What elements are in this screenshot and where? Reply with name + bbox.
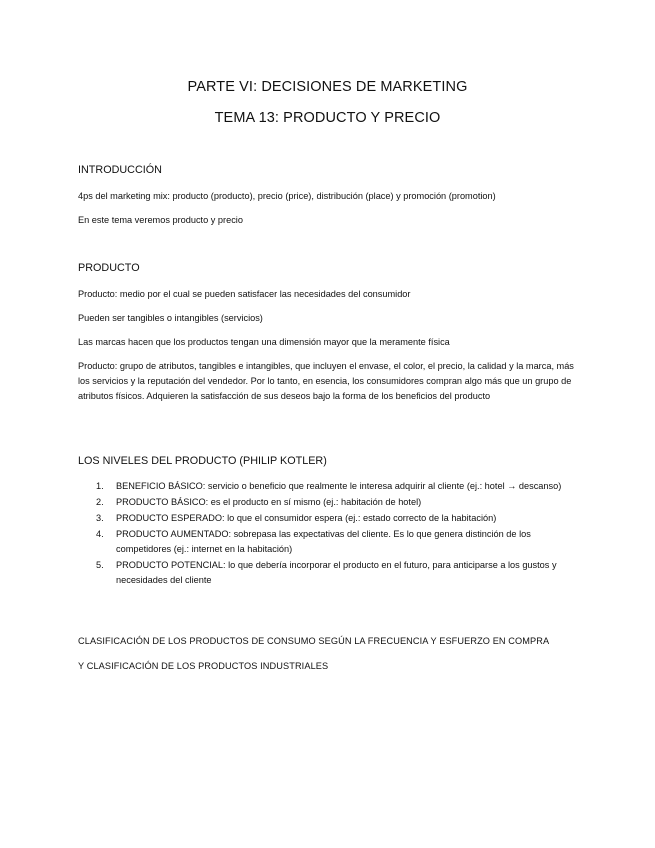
list-number: 1. [96, 481, 104, 491]
list-number: 5. [96, 560, 104, 570]
list-text: BENEFICIO BÁSICO: servicio o beneficio que realmente le interesa adquirir al cliente (ej.: hotel → descanso) [116, 481, 562, 491]
list-item [96, 527, 586, 557]
list-text: PRODUCTO ESPERADO: lo que el consumidor espera (ej.: estado correcto de la habitación) [116, 513, 497, 523]
list-number: 4. [96, 529, 104, 539]
producto-heading: PRODUCTO [78, 262, 140, 274]
producto-paragraph: Las marcas hacen que los productos tengan una dimensión mayor que la meramente física [78, 337, 450, 347]
producto-paragraph: Pueden ser tangibles o intangibles (servicios) [78, 313, 263, 323]
list-item [96, 495, 586, 510]
clasificacion-heading-line2: Y CLASIFICACIÓN DE LOS PRODUCTOS INDUSTRIALES [78, 661, 329, 671]
list-text: PRODUCTO BÁSICO: es el producto en sí mismo (ej.: habitación de hotel) [116, 497, 422, 507]
niveles-list [96, 479, 586, 588]
list-item [96, 511, 586, 526]
producto-paragraph: Producto: grupo de atributos, tangibles e intangibles, que incluyen el envase, el color, el precio, la calidad y la marca, más los servicios y la reputación del vendedor. Por lo tanto, en esencia, los consumidores compran algo más que un grupo de atributos físicos. Adquieren la satisfacción de sus deseos bajo la forma de los beneficios del producto [78, 361, 574, 401]
intro-paragraph: En este tema veremos producto y precio [78, 215, 243, 225]
list-number: 2. [96, 497, 104, 507]
part-title: PARTE VI: DECISIONES DE MARKETING [187, 79, 468, 95]
list-text: PRODUCTO AUMENTADO: sobrepasa las expectativas del cliente. Es lo que genera distinción de los competidores (ej.: internet en la habitación) [116, 529, 531, 554]
list-number: 3. [96, 513, 104, 523]
list-text: PRODUCTO POTENCIAL: lo que debería incorporar el producto en el futuro, para anticiparse a los gustos y necesidades del cliente [116, 560, 557, 585]
producto-paragraph: Producto: medio por el cual se pueden satisfacer las necesidades del consumidor [78, 289, 411, 299]
clasificacion-heading-line1: CLASIFICACIÓN DE LOS PRODUCTOS DE CONSUMO SEGÚN LA FRECUENCIA Y ESFUERZO EN COMPRA [78, 636, 550, 646]
intro-heading: INTRODUCCIÓN [78, 164, 162, 176]
list-item [96, 479, 586, 494]
list-item [96, 558, 586, 588]
intro-paragraph: 4ps del marketing mix: producto (producto), precio (price), distribución (place) y promoción (promotion) [78, 191, 496, 201]
niveles-heading: LOS NIVELES DEL PRODUCTO (PHILIP KOTLER) [78, 455, 327, 467]
topic-title: TEMA 13: PRODUCTO Y PRECIO [214, 110, 441, 126]
